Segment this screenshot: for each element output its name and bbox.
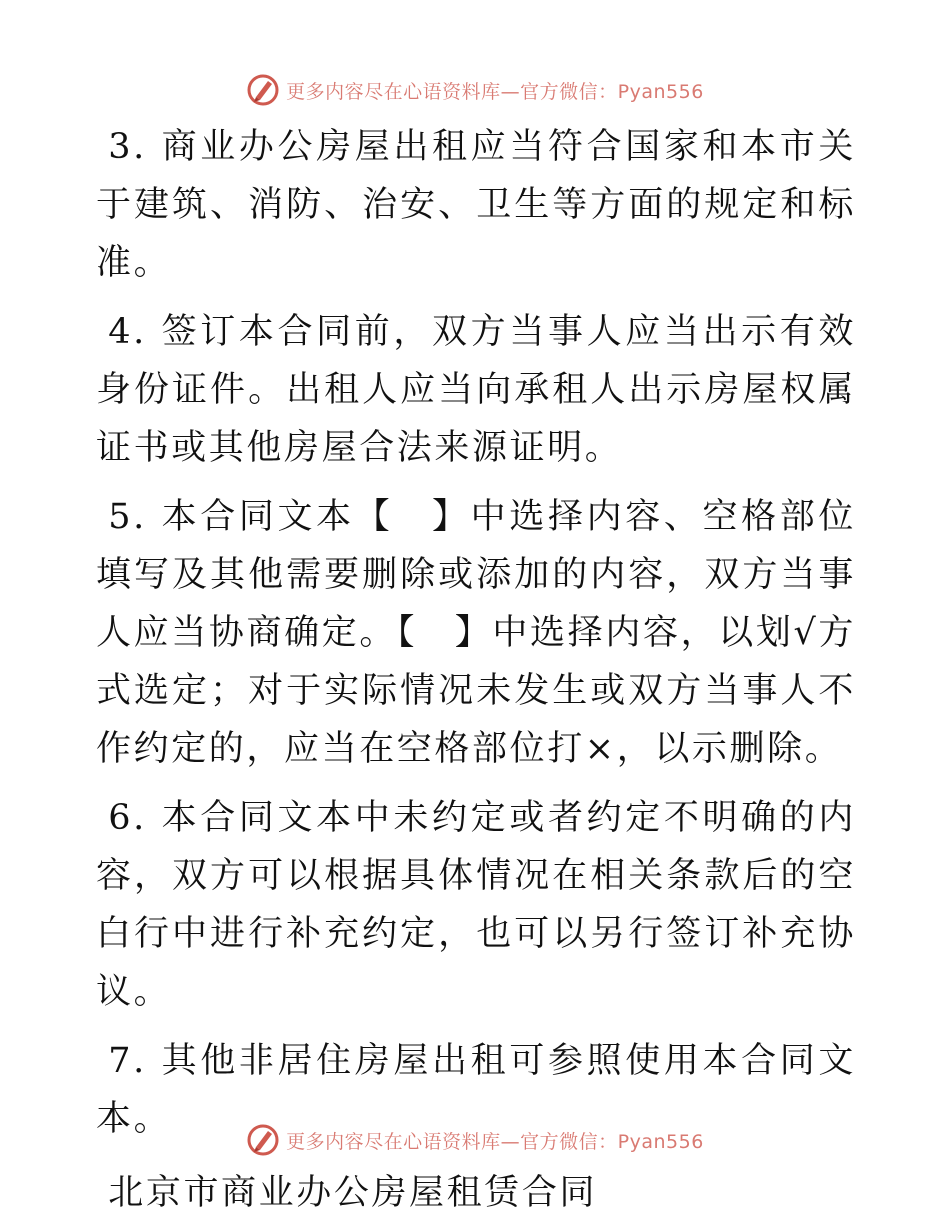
watermark-text: 更多内容尽在心语资料库—官方微信：Pyan556: [286, 80, 704, 103]
paragraph-item-4: 4. 签订本合同前，双方当事人应当出示有效身份证件。出租人应当向承租人出示房屋权属证书或其他房屋合法来源证明。: [96, 312, 856, 468]
header-watermark: [0, 70, 950, 110]
contract-title: 北京市商业办公房屋租赁合同: [108, 1173, 598, 1213]
paragraph-item-6: 6. 本合同文本中未约定或者约定不明确的内容，双方可以根据具体情况在相关条款后的空白行中进行补充约定，也可以另行签订补充协议。: [96, 798, 856, 1012]
pen-logo-icon: [246, 1123, 280, 1157]
footer-watermark: [0, 1120, 950, 1160]
paragraph-item-7: 7. 其他非居住房屋出租可参照使用本合同文本。: [96, 1041, 856, 1139]
paragraph-item-3: 3. 商业办公房屋出租应当符合国家和本市关于建筑、消防、治安、卫生等方面的规定和标准。: [96, 127, 856, 283]
pen-logo-icon: [246, 73, 280, 107]
document-body: [96, 118, 856, 1222]
paragraph-item-5: 5. 本合同文本【 】中选择内容、空格部位填写及其他需要删除或添加的内容，双方当事人应当协商确定。【 】中选择内容，以划√方式选定；对于实际情况未发生或双方当事人不作约定的，应当在空格部位打×，以示删除。: [96, 497, 856, 769]
watermark-text: 更多内容尽在心语资料库—官方微信：Pyan556: [286, 1130, 704, 1153]
